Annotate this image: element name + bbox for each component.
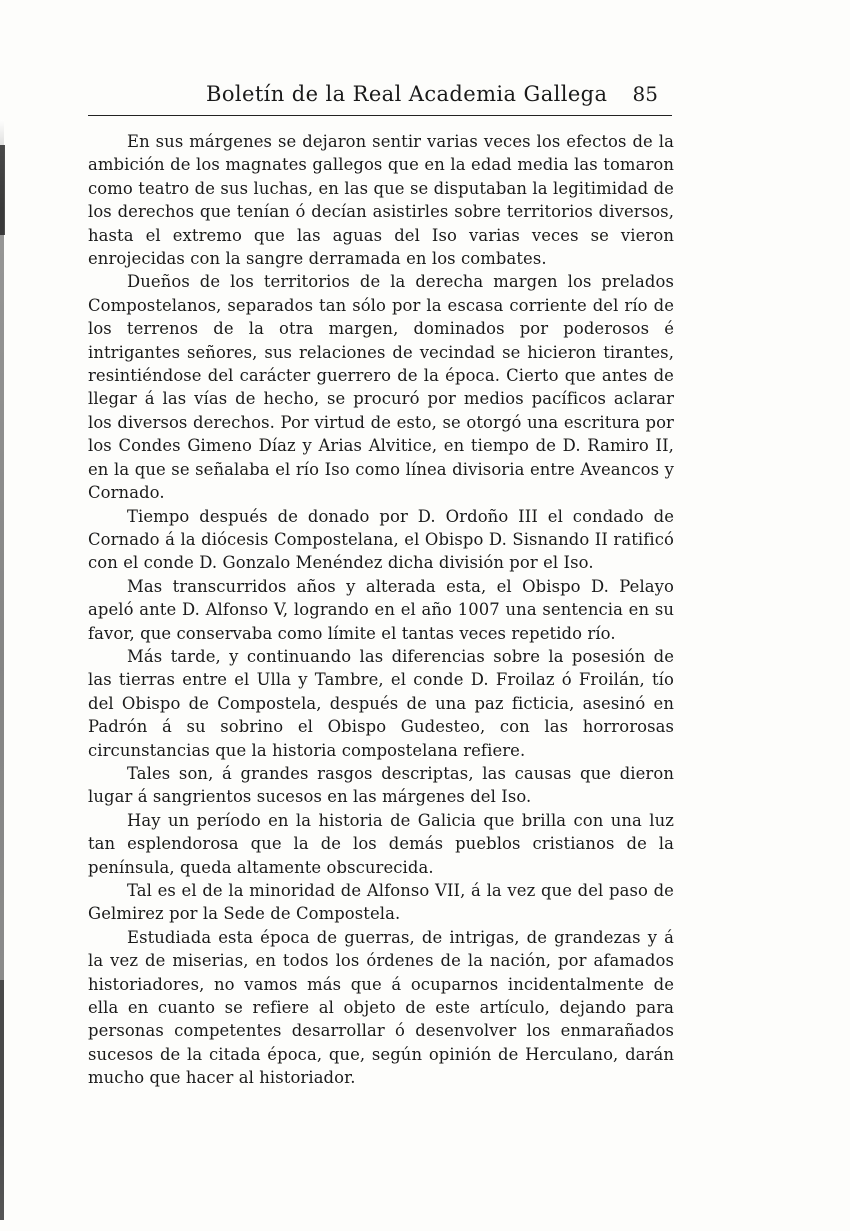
body-text: [88, 130, 674, 1090]
binding-edge-mark: [0, 980, 4, 1220]
paragraph: Mas transcurridos años y alterada esta, el Obispo D. Pelayo apeló ante D. Alfonso V, logrando en el año 1007 una sentencia en su favor, que conservaba como límite el tantas veces repetido río.: [88, 576, 674, 643]
page-header: [88, 82, 672, 116]
page-number: 85: [632, 82, 658, 106]
binding-edge-mark: [0, 145, 5, 235]
paragraph: Hay un período en la historia de Galicia que brilla con una luz tan esplendorosa que la de los demás pueblos cristianos de la península, queda altamente obscurecida.: [88, 810, 674, 877]
running-title: Boletín de la Real Academia Gallega: [206, 82, 608, 106]
header-rule: [88, 115, 672, 116]
paragraph: En sus márgenes se dejaron sentir varias veces los efectos de la ambición de los magnates gallegos que en la edad media las tomaron como teatro de sus luchas, en las que se disputaban la legitimidad de los derechos que tenían ó decían asistirles sobre territorios diversos, hasta el extremo que las aguas del Iso varias veces se vieron enrojecidas con la sangre derramada en los combates.: [88, 132, 674, 269]
paragraph: Tal es el de la minoridad de Alfonso VII, á la vez que del paso de Gelmirez por la Sede de Compostela.: [88, 881, 674, 924]
paragraph: Tales son, á grandes rasgos descriptas, las causas que dieron lugar á sangrientos sucesos en las márgenes del Iso.: [88, 763, 674, 807]
paragraph: Más tarde, y continuando las diferencias sobre la posesión de las tierras entre el Ulla y Tambre, el conde D. Froilaz ó Froilán, tío del Obispo de Compostela, después de una paz ficticia, asesinó en Padrón á su sobrino el Obispo Gudesteo, con las horrorosas circunstancias que la historia compostelana refiere.: [88, 646, 674, 760]
paragraph: Estudiada esta época de guerras, de intrigas, de grandezas y á la vez de miserias, en todos los órdenes de la nación, por afamados historiadores, no vamos más que á ocuparnos incidentalmente de ella en cuanto se refiere al objeto de este artículo, dejando para personas competentes desarrollar ó desenvolver los enmarañados sucesos de la citada época, que, según opinión de Herculano, darán mucho que hacer al historiador.: [88, 927, 674, 1088]
paragraph: Tiempo después de donado por D. Ordoño III el condado de Cornado á la diócesis Compostelana, el Obispo D. Sisnando II ratificó con el conde D. Gonzalo Menéndez dicha división por el Iso.: [88, 506, 674, 573]
paragraph: Dueños de los territorios de la derecha margen los prelados Compostelanos, separados tan sólo por la escasa corriente del río de los terrenos de la otra margen, dominados por poderosos é intrigantes señores, sus relaciones de vecindad se hicieron tirantes, resintiéndose del carácter guerrero de la época. Cierto que antes de llegar á las vías de hecho, se procuró por medios pacíficos aclarar los diversos derechos. Por virtud de esto, se otorgó una escritura por los Condes Gimeno Díaz y Arias Alvitice, en tiempo de D. Ramiro II, en la que se señalaba el río Iso como línea divisoria entre Aveancos y Cornado.: [88, 272, 674, 503]
